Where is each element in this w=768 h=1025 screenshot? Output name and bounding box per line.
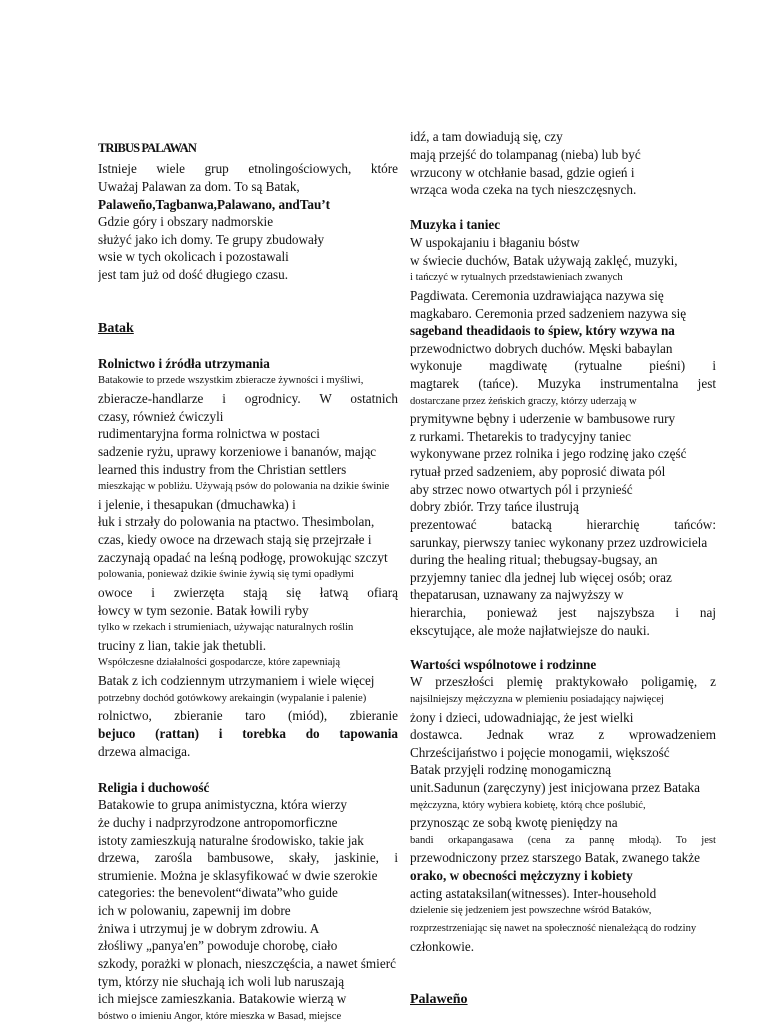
text-line: during the healing ritual; thebugsay-bugsay, an <box>410 552 658 567</box>
text-line: orako, w obecności mężczyzny i kobiety <box>410 868 633 883</box>
text-line: bandi orkapangasawa (cena za pannę młodą). To jest <box>410 835 716 846</box>
text-line: łuk i strzały do polowania na ptactwo. Thesimbolan, <box>98 514 375 529</box>
text-line: członkowie. <box>410 939 475 954</box>
text-line: Współczesne działalności gospodarcze, które zapewniają <box>98 657 341 668</box>
text-line: dostarczane przez żeńskich graczy, którzy uderzają w <box>410 396 637 407</box>
text-line: jest tam już od dość długiego czasu. <box>98 267 289 282</box>
text-line: sadzenie ryżu, uprawy korzeniowe i bananów, mając <box>98 444 377 459</box>
text-line: truciny z lian, takie jak thetubli. <box>98 638 267 653</box>
text-line: idź, a tam dowiadują się, czy <box>410 129 563 144</box>
text-line: Palaweño,Tagbanwa,Palawano, andTau’t <box>98 197 331 212</box>
text-line: tylko w rzekach i strumieniach, używając naturalnych roślin <box>98 622 354 633</box>
text-line: Gdzie góry i obszary nadmorskie <box>98 214 274 229</box>
text-line: wrzucony w otchłanie basad, gdzie ogień i <box>410 165 635 180</box>
subsection-heading: Muzyka i taniec <box>410 217 501 232</box>
text-line: sarunkay, pierwszy taniec wykonany przez uzdrowiciela <box>410 535 708 550</box>
text-line: rolnictwo, zbieranie taro (miód), zbieranie <box>98 708 398 723</box>
text-line: dostawca. Jednak wraz z wprowadzeniem <box>410 727 716 742</box>
text-line: mieszkając w pobliżu. Używają psów do polowania na dzikie świnie <box>98 481 390 492</box>
text-line: Istnieje wiele grup etnolingościowych, które <box>98 161 398 176</box>
text-line: czasy, również ćwiczyli <box>98 409 224 424</box>
section-heading: Batak <box>98 321 134 336</box>
text-line: drzewa almaciga. <box>98 744 191 759</box>
text-line: przewodnictwo dobrych duchów. Męski babaylan <box>410 341 673 356</box>
text-line: wrząca woda czeka na tych nieszczęsnych. <box>410 182 637 197</box>
subsection-heading: Rolnictwo i źródła utrzymania <box>98 356 270 371</box>
text-line: najsilniejszy mężczyzna w plemieniu posiadający najwięcej <box>410 694 664 705</box>
text-line: dzielenie się jedzeniem jest powszechne wśród Bataków, <box>410 905 652 916</box>
text-line: dobry zbiór. Trzy tańce ilustrują <box>410 499 579 514</box>
text-line: hierarchia, ponieważ jest najszybsza i naj <box>410 605 716 620</box>
text-line: ekscytujące, ale może najłatwiejsze do nauki. <box>410 623 650 638</box>
text-line: rozprzestrzeniając się nawet na społeczność nienależącą do rodziny <box>410 923 697 934</box>
text-line: Chrześcijaństwo i pojęcie monogamii, większość <box>410 745 670 760</box>
subsection-heading: Wartości wspólnotowe i rodzinne <box>410 657 597 672</box>
text-line: categories: the benevolent“diwata”who guide <box>98 885 338 900</box>
section-heading: Palaweño <box>410 992 468 1007</box>
text-line: w świecie duchów, Batak używają zaklęć, muzyki, <box>410 253 678 268</box>
text-line: mężczyzna, który wybiera kobietę, którą chce poślubić, <box>410 800 646 811</box>
text-line: rytuał przed sadzeniem, aby poprosić diwata pól <box>410 464 666 479</box>
text-line: ich w polowaniu, zapewnij im dobre <box>98 903 291 918</box>
text-line: Batakowie to przede wszystkim zbieracze żywności i myśliwi, <box>98 375 364 386</box>
text-line: sageband theadidaois to śpiew, który wzywa na <box>410 323 675 338</box>
text-line: thepatarusan, uznawany za najwyższy w <box>410 587 624 602</box>
text-line: Batakowie to grupa animistyczna, która wierzy <box>98 797 348 812</box>
text-line: Pagdiwata. Ceremonia uzdrawiająca nazywa się <box>410 288 664 303</box>
text-line: czas, kiedy owoce na drzewach stają się przejrzałe i <box>98 532 372 547</box>
text-line: że duchy i nadprzyrodzone antropomorficzne <box>98 815 338 830</box>
text-line: przyjemny taniec dla jednej lub więcej osób; oraz <box>410 570 672 585</box>
text-line: Batak z ich codziennym utrzymaniem i wiele więcej <box>98 673 375 688</box>
text-line: rudimentaryjna forma rolnictwa w postaci <box>98 426 320 441</box>
text-line: W przeszłości plemię praktykowało poligamię, z <box>410 674 716 689</box>
text-line: wykonywane przez rolnika i jego rodzinę jako część <box>410 446 687 461</box>
text-line: i tańczyć w rytualnych przedstawieniach zwanych <box>410 272 623 283</box>
text-line: żony i dzieci, udowadniając, że jest wielki <box>410 710 634 725</box>
text-line: W uspokajaniu i błaganiu bóstw <box>410 235 580 250</box>
text-line: prymitywne bębny i uderzenie w bambusowe rury <box>410 411 676 426</box>
text-line: unit.Sadunun (zaręczyny) jest inicjowana przez Bataka <box>410 780 701 795</box>
text-line: prezentować batacką hierarchię tańców: <box>410 517 716 532</box>
text-line: magkabaro. Ceremonia przed sadzeniem nazywa się <box>410 306 687 321</box>
text-line: potrzebny dochód gotówkowy arekaingin (wypalanie i palenie) <box>98 693 367 704</box>
text-line: learned this industry from the Christian settlers <box>98 462 347 477</box>
subsection-heading: Religia i duchowość <box>98 780 210 795</box>
text-line: ich miejsce zamieszkania. Batakowie wierzą w <box>98 991 347 1006</box>
text-line: polowania, ponieważ dzikie świnie żywią się tymi opadłymi <box>98 569 354 580</box>
text-line: tym, którzy nie słuchają ich woli lub naruszają <box>98 974 345 989</box>
text-line: istoty zamieszkują naturalne środowisko, takie jak <box>98 833 364 848</box>
text-line: mają przejść do tolampanag (nieba) lub być <box>410 147 641 162</box>
text-line: drzewa, zarośla bambusowe, skały, jaskinie, i <box>98 850 398 865</box>
text-line: wsie w tych okolicach i pozostawali <box>98 249 289 264</box>
text-line: Batak przyjęli rodzinę monogamiczną <box>410 762 612 777</box>
text-line: żniwa i utrzymuj je w dobrym zdrowiu. A <box>98 921 320 936</box>
text-line: acting astataksilan(witnesses). Inter-household <box>410 886 657 901</box>
text-line: z rurkami. Thetarekis to tradycyjny taniec <box>410 429 631 444</box>
text-line: wykonuje magdiwatę (rytualne pieśni) i <box>410 358 716 373</box>
text-line: i jelenie, i thesapukan (dmuchawka) i <box>98 497 296 512</box>
text-line: magtarek (tańce). Muzyka instrumentalna jest <box>410 376 716 391</box>
text-line: aby strzec nowo otwartych pól i przynieść <box>410 482 633 497</box>
text-line: złośliwy „panya'en” powoduje chorobę, ciało <box>98 938 338 953</box>
text-line: bóstwo o imieniu Angor, które mieszka w Basad, miejsce <box>98 1011 342 1022</box>
text-line: przynosząc ze sobą kwotę pieniędzy na <box>410 815 618 830</box>
text-line: zbieracze-handlarze i ogrodnicy. W ostatnich <box>98 391 398 406</box>
text-line: łowcy w tym sezonie. Batak łowili ryby <box>98 603 309 618</box>
text-line: szkody, porażki w plonach, nieszczęścia, a nawet śmierć <box>98 956 396 971</box>
section-title: TRIBUS PALAWAN <box>98 141 196 155</box>
text-line: zaczynają opadać na leśną podłogę, prowokując szczyt <box>98 550 388 565</box>
text-line: strumienie. Można je sklasyfikować w dwie szerokie <box>98 868 378 883</box>
text-line: owoce i zwierzęta stają się łatwą ofiarą <box>98 585 398 600</box>
text-line: bejuco (rattan) i torebka do tapowania <box>98 726 398 741</box>
text-line: służyć jako ich domy. Te grupy zbudowały <box>98 232 325 247</box>
text-line: Uważaj Palawan za dom. To są Batak, <box>98 179 300 194</box>
text-line: przewodniczony przez starszego Batak, zwanego także <box>410 850 700 865</box>
